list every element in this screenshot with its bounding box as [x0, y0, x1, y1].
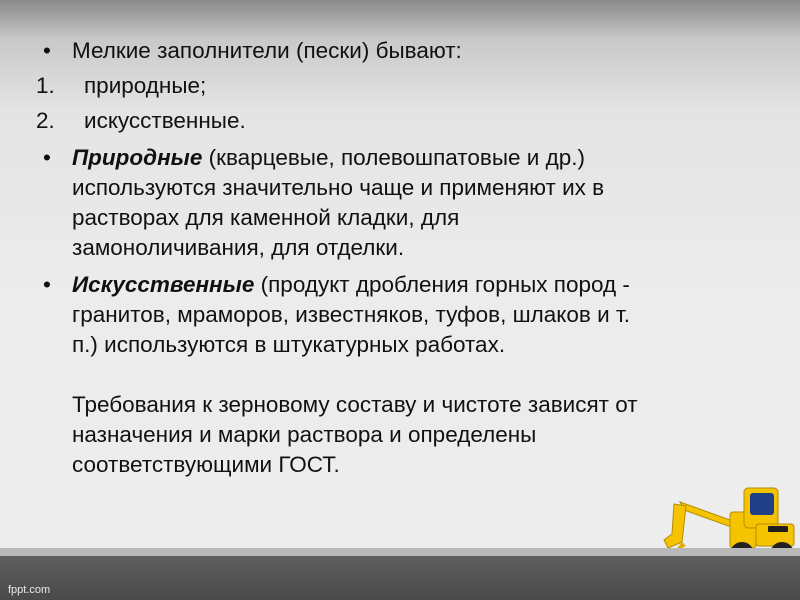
excavator-boom — [680, 502, 734, 528]
footer-brand: fppt.com — [8, 584, 51, 596]
paragraph-line: п.) используются в штукатурных работах. — [72, 332, 506, 357]
excavator-window — [750, 493, 774, 515]
bullet-item — [0, 36, 760, 66]
item-text: искусственные. — [84, 108, 246, 133]
bullet-item-artificial — [0, 270, 760, 480]
paragraph-line: (продукт дробления горных пород - — [254, 272, 630, 297]
bullet-item-natural — [0, 143, 760, 263]
item-number: 1. — [36, 73, 55, 98]
paragraph-line: (кварцевые, полевошпатовые и др.) — [202, 145, 585, 170]
item-text: природные; — [84, 73, 207, 98]
paragraph-line: замоноличивания, для отделки. — [72, 235, 405, 260]
paragraph-line: используются значительно чаще и применяют их в — [72, 175, 605, 200]
bullet-glyph: • — [43, 145, 51, 170]
numbered-item — [0, 71, 760, 101]
excavator-bucket — [664, 504, 686, 548]
bullet-text: Мелкие заполнители (пески) бывают: — [72, 38, 462, 63]
paragraph-line: гранитов, мраморов, известняков, туфов, шлаков и т. — [72, 302, 630, 327]
bullet-glyph: • — [43, 38, 51, 63]
paragraph-line: растворах для каменной кладки, для — [72, 205, 460, 230]
slide-body — [0, 36, 760, 480]
requirements-line: Требования к зерновому составу и чистоте зависят от — [72, 392, 638, 417]
term-natural: Природные — [72, 145, 203, 170]
bullet-glyph: • — [43, 272, 51, 297]
term-artificial: Искусственные — [72, 272, 255, 297]
numbered-item — [0, 106, 760, 136]
requirements-line: соответствующими ГОСТ. — [72, 452, 340, 477]
item-number: 2. — [36, 108, 55, 133]
excavator-grille — [768, 526, 788, 532]
paragraph-natural — [72, 143, 760, 263]
footer-bar — [0, 556, 800, 600]
requirements-line: назначения и марки раствора и определены — [72, 422, 537, 447]
paragraph-artificial — [72, 270, 760, 480]
footer-stripe — [0, 548, 800, 556]
